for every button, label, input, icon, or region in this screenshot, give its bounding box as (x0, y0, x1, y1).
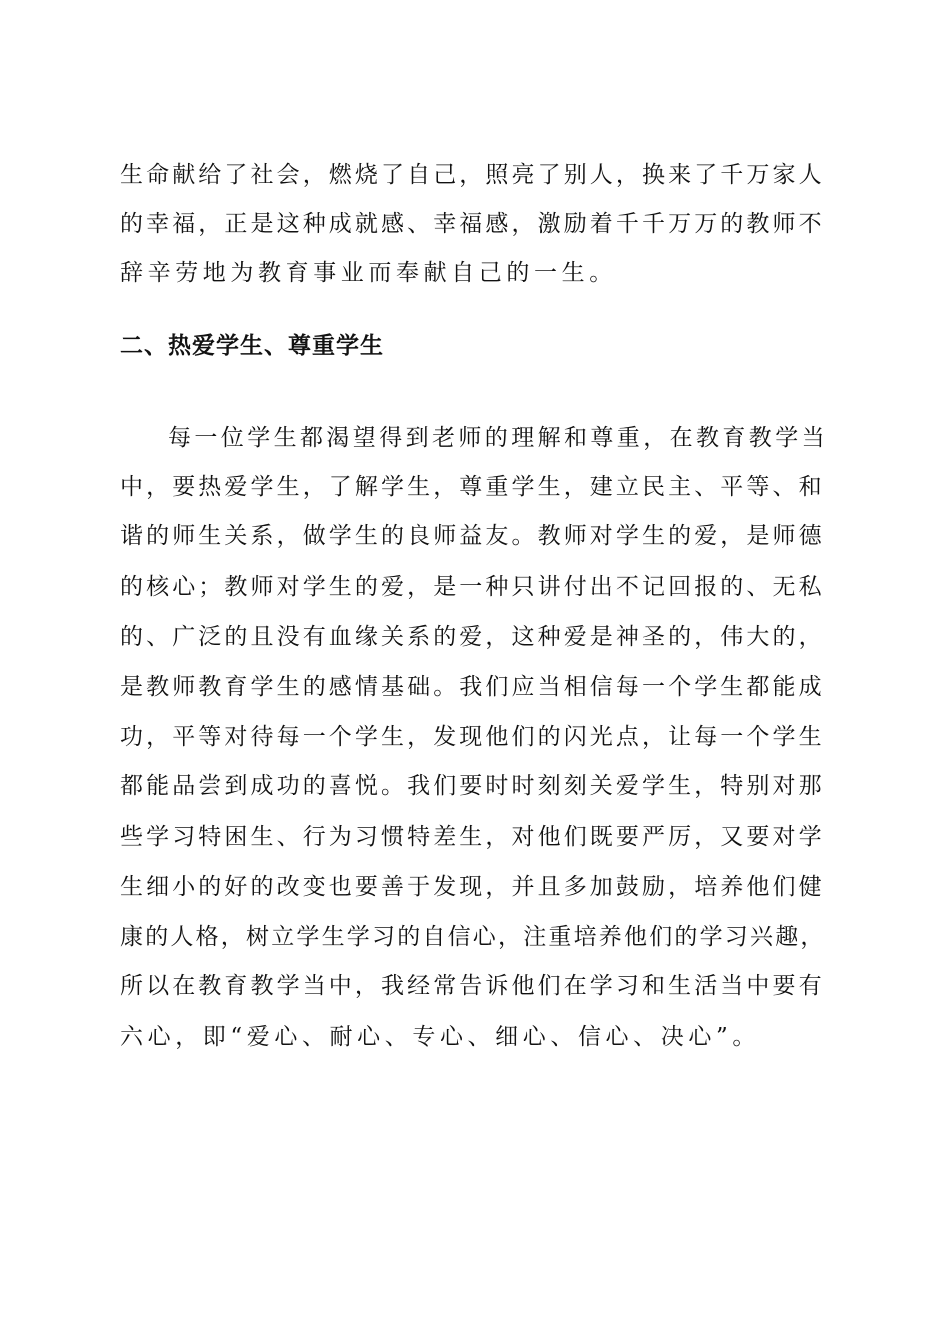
paragraph-1-line-3: 辞辛劳地为教育事业而奉献自己的一生。 (120, 260, 617, 286)
paragraph-2-line-4: 的核心；教师对学生的爱，是一种只讲付出不记回报的、无私 (120, 574, 825, 600)
paragraph-1-line-1: 生命献给了社会，燃烧了自己，照亮了别人，换来了千万家人 (120, 162, 825, 188)
paragraph-2-line-5: 的、广泛的且没有血缘关系的爱，这种爱是神圣的，伟大的， (120, 624, 825, 650)
paragraph-2-line-1: 每一位学生都渴望得到老师的理解和尊重，在教育教学当 (168, 425, 828, 451)
section-heading: 二、热爱学生、尊重学生 (120, 333, 384, 359)
paragraph-2-line-3: 谐的师生关系，做学生的良师益友。教师对学生的爱，是师德 (120, 523, 825, 549)
paragraph-2-line-12: 所以在教育教学当中，我经常告诉他们在学习和生活当中要有 (120, 973, 825, 999)
paragraph-2-line-10: 生细小的好的改变也要善于发现，并且多加鼓励，培养他们健 (120, 874, 825, 900)
paragraph-2-line-6: 是教师教育学生的感情基础。我们应当相信每一个学生都能成 (120, 674, 825, 700)
paragraph-2-line-9: 些学习特困生、行为习惯特差生，对他们既要严厉，又要对学 (120, 824, 825, 850)
paragraph-2-line-2: 中，要热爱学生，了解学生，尊重学生，建立民主、平等、和 (120, 474, 825, 500)
paragraph-2-line-11: 康的人格，树立学生学习的自信心，注重培养他们的学习兴趣， (120, 924, 826, 950)
paragraph-2-line-7: 功，平等对待每一个学生，发现他们的闪光点，让每一个学生 (120, 724, 825, 750)
paragraph-2-line-8: 都能品尝到成功的喜悦。我们要时时刻刻关爱学生，特别对那 (120, 773, 825, 799)
paragraph-1-line-2: 的幸福，正是这种成就感、幸福感，激励着千千万万的教师不 (120, 211, 825, 237)
paragraph-2-line-13: 六心，即“爱心、耐心、专心、细心、信心、决心”。 (120, 1024, 760, 1050)
